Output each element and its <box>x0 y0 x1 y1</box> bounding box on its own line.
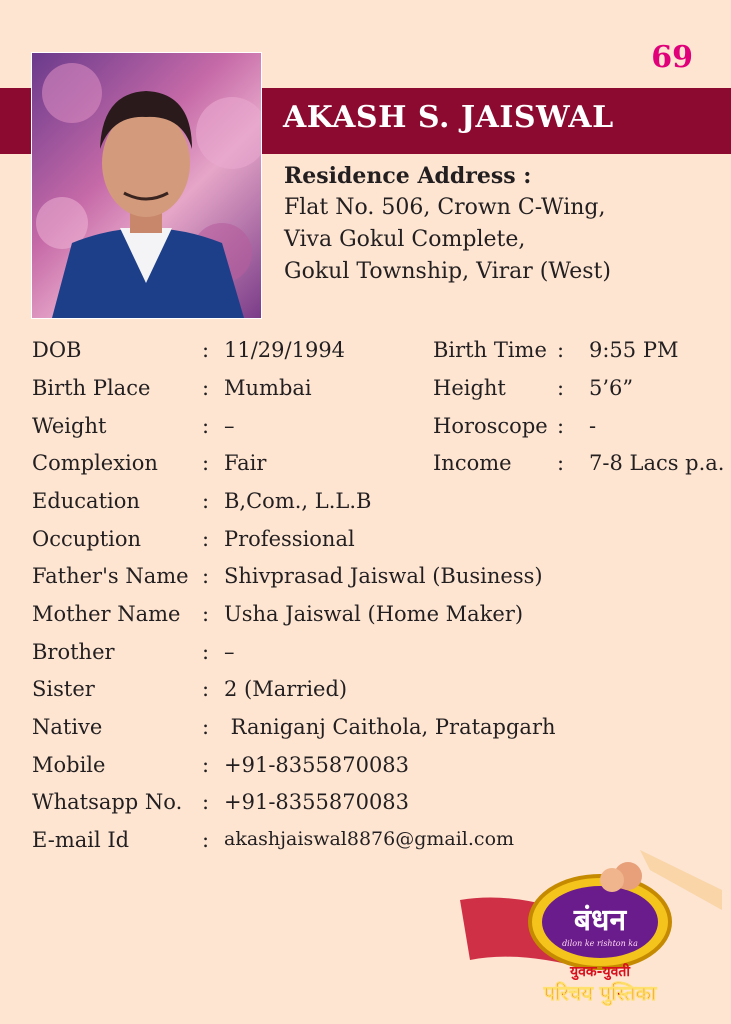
detail-label: Brother <box>32 640 115 664</box>
residence-address <box>284 160 611 288</box>
detail-label: Mother Name <box>32 602 181 626</box>
detail-value: Raniganj Caithola, Pratapgarh <box>224 715 556 739</box>
logo-title: बंधन <box>573 903 627 938</box>
detail-label: DOB <box>32 338 82 362</box>
detail-label: Father's Name <box>32 564 189 588</box>
detail-value: Shivprasad Jaiswal (Business) <box>224 564 543 588</box>
page-number: 69 <box>651 40 693 75</box>
address-line-2: Viva Gokul Complete, <box>284 227 526 252</box>
detail-value: 11/29/1994 <box>224 338 346 362</box>
couple-illustration-woman <box>600 868 624 892</box>
logo-tagline: dilon ke rishton ka <box>562 939 638 948</box>
detail-value: 5’6” <box>589 376 634 400</box>
logo-subtitle: युवक-युवती <box>570 964 630 980</box>
detail-value: 2 (Married) <box>224 677 348 701</box>
detail-label: Horoscope <box>433 414 548 438</box>
detail-value: B,Com., L.L.B <box>224 489 372 513</box>
address-line-1: Flat No. 506, Crown C-Wing, <box>284 195 606 220</box>
detail-label: Weight <box>32 414 107 438</box>
detail-value: Professional <box>224 527 355 551</box>
detail-label: Mobile <box>32 753 106 777</box>
profile-photo <box>31 52 262 319</box>
detail-label: Birth Time <box>433 338 547 362</box>
bandhan-logo <box>460 850 722 1010</box>
logo-footer: परिचय पुस्तिका <box>543 981 657 1005</box>
detail-label: Whatsapp No. <box>32 790 183 814</box>
detail-label: Complexion <box>32 451 158 475</box>
detail-label: E-mail Id <box>32 828 130 852</box>
detail-label: Height <box>433 376 506 400</box>
detail-label: Occuption <box>32 527 142 551</box>
detail-value: – <box>224 414 235 438</box>
detail-label: Sister <box>32 677 95 701</box>
detail-value: Usha Jaiswal (Home Maker) <box>224 602 524 626</box>
detail-value: 7-8 Lacs p.a. <box>589 451 725 475</box>
detail-value: +91-8355870083 <box>224 753 410 777</box>
person-portrait-icon <box>32 53 261 318</box>
detail-label: Income <box>433 451 512 475</box>
detail-value: - <box>589 414 597 438</box>
detail-label: Education <box>32 489 140 513</box>
detail-value: +91-8355870083 <box>224 790 410 814</box>
address-label: Residence Address : <box>284 163 532 189</box>
profile-name: AKASH S. JAISWAL <box>283 100 614 135</box>
profile-card: 69 AKASH S. JAISWAL Residence Address : Flat No. 506, Crown C-Wing, Viva Gokul Complete, Gokul Township, Virar (West) DOB : 11/29/1994 Birth Place : Mumbai Weight : – Complexion : Fair Education : B,Com., L.L.B Occuption : Professional Father's Name : Shivprasad Jaiswal (Business) Mother Name : Usha Jaiswal (Home Maker) Brother : – Sister : 2 (Married) Native : Raniganj Caithola, Pratapgarh Mobile : +91-8355870083 Whatsapp No. : +91-8355870083 E-mail Id : akashjaiswal8876@gmail.com Birth Time : 9:55 PM Height : 5’6” Horoscope : - Income : 7-8 Lacs p.a. बंधन dilon ke rishton ka युवक-युवती परिचय पुस्तिका <box>0 0 731 1024</box>
detail-value: – <box>224 640 235 664</box>
detail-label: Birth Place <box>32 376 151 400</box>
detail-label: Native <box>32 715 103 739</box>
address-line-3: Gokul Township, Virar (West) <box>284 259 611 284</box>
detail-value: 9:55 PM <box>589 338 679 362</box>
detail-value: Fair <box>224 451 267 475</box>
detail-value: akashjaiswal8876@gmail.com <box>224 828 515 850</box>
detail-value: Mumbai <box>224 376 312 400</box>
